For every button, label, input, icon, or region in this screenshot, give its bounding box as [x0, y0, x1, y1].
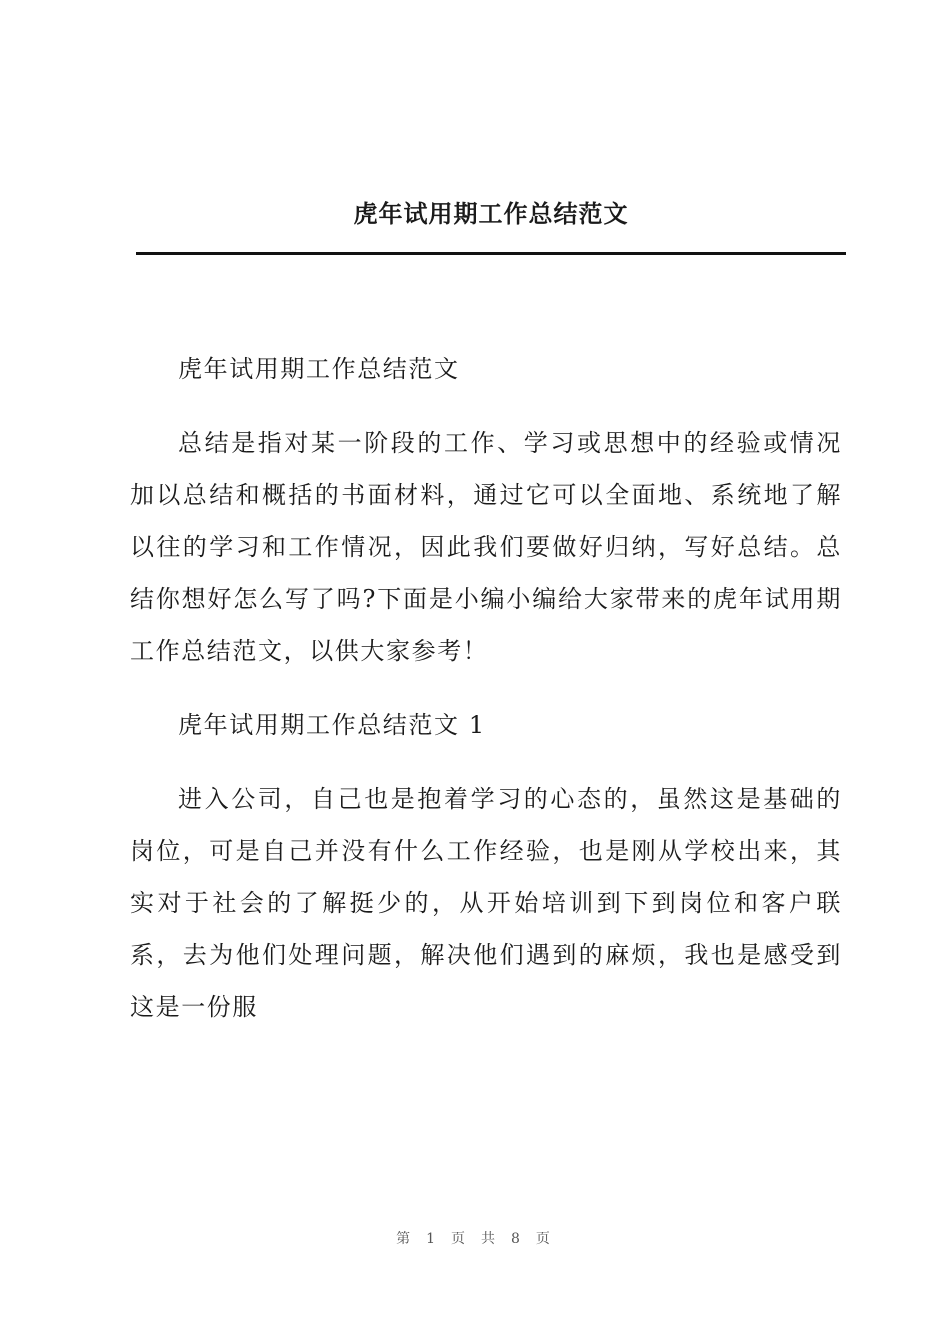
intro-paragraph: 总结是指对某一阶段的工作、学习或思想中的经验或情况加以总结和概括的书面材料，通过它可以全面地、系统地了解以往的学习和工作情况，因此我们要做好归纳，写好总结。总结你想好怎么写了吗?下面是小编小编给大家带来的虎年试用期工作总结范文，以供大家参考！ — [130, 429, 842, 665]
document-body — [130, 343, 842, 1055]
document-header-title: 虎年试用期工作总结范文 — [353, 199, 629, 228]
body-paragraph-1: 进入公司，自己也是抱着学习的心态的，虽然这是基础的岗位，可是自己并没有什么工作经验，也是刚从学校出来，其实对于社会的了解挺少的，从开始培训到下到岗位和客户联系，去为他们处理问题，解决他们遇到的麻烦，我也是感受到这是一份服 — [130, 785, 842, 1021]
footer-page-unit: 页 — [451, 1231, 469, 1247]
section-title: 虎年试用期工作总结范文 — [178, 355, 460, 383]
footer-total-label: 共 — [481, 1231, 499, 1247]
footer-total-unit: 页 — [535, 1231, 554, 1247]
footer-total-pages: 8 — [511, 1231, 524, 1247]
footer-page-number: 1 — [426, 1231, 439, 1247]
header-divider — [136, 252, 846, 255]
footer-page-label: 第 — [396, 1231, 415, 1247]
page-footer — [0, 1228, 950, 1248]
section-heading-1: 虎年试用期工作总结范文 1 — [178, 711, 486, 739]
